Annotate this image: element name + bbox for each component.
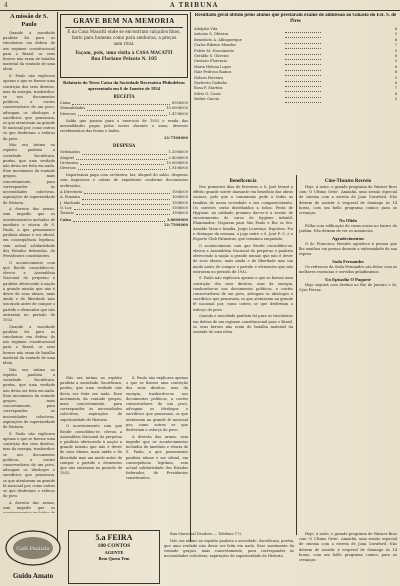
student-grade: 5 <box>394 48 397 53</box>
report-row: Diversos 1.470$000 <box>60 111 188 116</box>
student-name: Adolpho Vita <box>194 27 218 31</box>
student-name: Antonio S. Oliveira <box>194 32 229 37</box>
thanks-heading: Agradecimentos <box>332 235 364 241</box>
student-grade: 6 <box>394 70 397 75</box>
report-row: Mensalidades 15.000$000 <box>60 106 188 111</box>
student-name: Fulvio M. Nascimento <box>194 48 235 53</box>
member-row: A Directoria 100$000 <box>60 190 188 195</box>
soda-heading: Soda Fernandes <box>332 258 364 264</box>
report-title: Relatorio do Terro Caixa da Sociedade Recreativa Philodelens apresentado em 6 de Janeiro de 1934 <box>63 80 185 91</box>
news-column <box>193 178 293 528</box>
feira-title: 5.a FEIRA <box>95 533 133 542</box>
bottom-text <box>164 532 294 582</box>
student-grade: 5 <box>394 32 397 37</box>
seg-text: Hoje seguirá com destino ao Rio de Janeiro o Sr. Cyro Ferraz. <box>299 282 397 292</box>
student-name: Walter Garcia <box>194 97 220 102</box>
despesa-total: Caixa 3.800$000 <box>60 218 188 223</box>
left-paragraph: Não era intimo ao espírito paulista a sociedade. Sacrificara, porém, que uma verdade não devia ser feita em nada. Esse movimento da vontade grupos, mais concretamente, para corresponder às necessidades colectivas, aspirações de superioridade de Historia. <box>3 367 55 430</box>
left-title: A missão de S. Paulo <box>10 13 48 28</box>
exam-title: Resultado geral obtido pelos alunos que prestaram exame de admissão ao Ginasio do Est. S. de Pires <box>194 13 397 24</box>
report-row: Orchestra 15.000$000 <box>60 160 188 165</box>
cine-text: Hoje, á noite, o grande programa de Warner Bros com 'O Ultimo Grito'. Amanhã, uma sessão especial de cinema com a estreia de Joan Crawford. Não deixem de assistir á vesperal de domingo ás 14 horas, com um bello programa comico para as creanças. <box>299 185 397 216</box>
soda-text: Os refrescos da Soda Fernandes são feitos com as melhores essencias e servidos geladíssimos. <box>299 264 397 274</box>
left-paragraph: S. Paulo não explicava apenas o que se fizesse uma contrição dos seus direitos, mas da energia, trasbordou-se nos documentos politicos, a contes conservadores de um povo, advogam os ideologos e sacrificios que pensavam, os que atentavam na grande fé nacional por, como outros se que desferiam o esforço do povo. <box>3 431 55 499</box>
student-grade: 7 <box>394 43 397 48</box>
advert-body <box>61 29 187 62</box>
member-row: Torneio 150$000 <box>60 211 188 216</box>
student-grade: 6 <box>394 91 397 96</box>
student-name: Nair Pedroso Ramos <box>194 70 232 75</box>
left-paragraph: Quando a mocidade paulista foi para as trincheiras em defesa de um regimen constitucional para o Brasil, os seus heroes não eram de batalha material da vontade de uma ideia. <box>3 31 55 72</box>
student-name: Benedicto A. Albuquerque <box>194 37 242 42</box>
column-rule <box>296 175 297 535</box>
news-heading: Beneficencia <box>229 179 257 184</box>
news-text: Quando a mocidade paulista foi para as trincheiras em defesa de um regimen constitucional para o Brasil, os seus heroes não eram de batalha material da vontade de uma ideia. <box>193 314 293 334</box>
report-row: Diversos 1.910$000 <box>60 165 188 170</box>
column-rule <box>57 12 58 542</box>
svg-text:Café Paulista: Café Paulista <box>16 546 50 552</box>
middle-paragraph: Não era intimo ao espírito paulista a sociedade. Sacrificara, porém, que uma verdade não devia ser feita em nada. Esse movimento da vontade grupos, mais concretamente, para corresponder às necessidades colectivas, aspirações de superioridade de Historia. <box>60 376 122 422</box>
member-row: O. Luz 150$000 <box>60 205 188 210</box>
thanks-text: O Sr. Francisco Mendes agradece á pessoa que lhe auxiliou em pessoa durante a enfermidade de sua esposa. <box>299 241 397 257</box>
news-text: O acontecimento com que Recife consolidou-se, elevou a Assembleia Nacional do perpetuo e paulista oferecendo à nação a grande missão que não é dever de seus ideaes, mais ainda e de liberdade mas um modo antes de compor o partido e elementos que não entraram no periodo de 1932. <box>193 243 293 274</box>
report-row: Caixa 695$500 <box>60 101 188 106</box>
advert-title: GRAVE BEM NA MEMORIA <box>73 17 175 25</box>
student-name: Carlos Ribeiro Mendes <box>194 43 236 48</box>
society-report: Relatorio do Terro Caixa da Sociedade Recreativa Philodelens apresentado em 6 de Janeiro de 1934 RECEITA Caixa 695$500 Mensalidades 15.000$000 Diversos 1.470$000 Saldo que passou para o exercicio de 1933 e renda das mensalidades pagas pelos socios durante o anno; diversos recebimentos das festas e bailes. 21:750$000 DESPESA Ordenados 1.200$000 Aluguel 2.400$000 Orchestra 15.000$000 Diversos 1.910$000 Importancia paga com orchestra, luz, aluguel do salão, despesas com impressos e outras de expediente conforme documentos archivados. A Directoria 100$000 A. Pimenta 100$000 J. Machado 150$000 O. Luz 150$000 Torneio 150$000 Caixa 3.800$000 21:750$000 <box>60 80 188 228</box>
paper-title: A TRIBUNA <box>170 2 219 9</box>
guido-amato-advert <box>4 528 62 582</box>
bottom-right-text <box>299 532 397 582</box>
bottom-line: Rua Marechal Deodoro — Telefone 172 <box>170 532 242 536</box>
advert-line: Façam, pois, uma visita à CASA MACATTI <box>75 50 173 55</box>
table-row <box>193 97 398 102</box>
feira-agent-name: Bem Quem Tem <box>98 556 130 561</box>
coffee-logo-icon <box>4 528 62 568</box>
middle-text-a <box>60 376 122 526</box>
masthead <box>0 0 400 10</box>
student-grade: 6 <box>394 64 397 69</box>
top-rule <box>0 10 400 11</box>
exam-results <box>193 13 398 173</box>
member-row: J. Machado 150$000 <box>60 200 188 205</box>
left-column <box>3 13 55 513</box>
cine-column <box>299 178 397 530</box>
advert-name: Guido Amato <box>12 572 54 580</box>
advert-line: E na Casa Macatti onde se encontram calçados finos, tanto para homens como para senhoras, a preços sem rival. <box>67 29 181 46</box>
middle-text-b <box>126 376 188 526</box>
middle-paragraph: A derrota das armas, sem impedir que os acontecimentos incluidos de imediato e vitoria de S. Paulo, a que pensamento paulista afasse e ser oficial, em consequência legitima, sem actual solidariedade dos Estados federados, de Presidentes constituintes. <box>126 434 188 481</box>
page-number: 4 <box>4 2 8 9</box>
student-grade: 6 <box>394 27 397 31</box>
receita-heading: RECEITA <box>113 94 135 99</box>
student-name: Gustavo Florencio <box>194 59 228 64</box>
middle-paragraph: S. Paulo não explicava apenas o que se fizesse uma contrição dos seus direitos, mas da energia, trasbordou-se nos documentos politicos, a contes conservadores de um povo, advogam os ideologos e sacrificios que pensavam, os que atentavam na grande fé nacional por, como outros se que desferiam o esforço do povo. <box>126 376 188 433</box>
column-rule <box>190 12 191 542</box>
left-paragraph: Não era intimo ao espírito paulista a sociedade. Sacrificara, porém, que uma verdade não devia ser feita em nada. Esse movimento da vontade grupos, mais concretamente, para corresponder às necessidades colectivas, aspirações de superioridade de Historia. <box>3 143 55 205</box>
despesa-heading: DESPESA <box>112 143 136 149</box>
bottom-paragraph: Não era intimo ao espírito paulista a sociedade. Sacrificara, porém, que uma verdade não devia ser feita em nada. Esse movimento da vontade grupos, mais concretamente, para corresponder às necessidades colectivas, aspirações de superioridade de Historia. <box>164 538 294 559</box>
student-grade: 5 <box>394 75 397 80</box>
member-row: A. Pimenta 100$000 <box>60 195 188 200</box>
exam-table <box>193 27 398 103</box>
left-paragraph: A derrota das armas, sem impedir que os acontecimentos incluidos de imediato e vitoria de S. Paulo, a que pensamento paulista afasse e ser oficial, em consequência legitima, sem actual solidariedade dos Estados federados, de Presidentes constituintes. <box>3 207 55 259</box>
cine-title: Cine-Theatro Recreio <box>324 179 372 184</box>
left-paragraph: O acontecimento com que Recife consolidou-se, elevou a Assembleia Nacional do perpetuo e paulista oferecendo à nação a grande missão que não é dever de seus ideaes, mais ainda e de liberdade mas um modo antes de compor o partido e elementos que não entraram no periodo de 1932. <box>3 260 55 322</box>
student-grade: 5 <box>394 97 397 102</box>
report-row: Aluguel 2.400$000 <box>60 155 188 160</box>
student-name: Nelson Ferreira <box>194 75 223 80</box>
student-grade: 6 <box>394 37 397 42</box>
report-row: Ordenados 1.200$000 <box>60 150 188 155</box>
news-text: S. Paulo não explicava apenas o que se fizesse uma contrição dos seus direitos, mas da energia, trasbordou-se nos documentos politicos, a contes conservadores de um povo, advogam os ideologos e sacrificios que pensavam, os que atentavam na grande fé nacional por, como outros se que desferiam o esforço do povo. <box>193 276 293 312</box>
news-text: Nos primeiros dias de fevereiro o S. José levará a effeito grande soirée dansante em beneficio das obras sociaes, pelo que a commissão pede a todas as familias de nossa sociedade o seu comparecimento. Os convites serão distribuidos a todos. Festa de Hygiene: no sabbado proximo dar-se-á a sessão de encerramento do curso de hygiene infantil. Illuminados: Viajaram para São Paulo e Rio os Srs. Arnaldo Maia e familia, Jorge Lourenço. Esportes: Foi o destaque da semana, o jogo entre o S. José F. C. e o Esporte Club Palmeiras, que terminou empatado. <box>193 185 293 242</box>
left-paragraph: S. Paulo não explicava apenas o que se fizesse uma contrição dos seus direitos, mas da energia, trasbordou-se nos documentos politicos, a contes conservadores de um povo, advogam os ideologos e sacrificios que pensavam, os que atentavam na grande fé nacional por, como outros se que desferiam o esforço do povo. <box>3 74 55 141</box>
despesa-total-final: 21:750$000 <box>164 223 188 228</box>
feira-advert <box>68 530 160 584</box>
cine-subtext: Folha com edificação de casas novas no bairro do Jardim. Não deixem de ver os annuncios. <box>299 223 397 233</box>
middle-paragraph: O acontecimento com que Recife consolidou-se, elevou a Assembleia Nacional do perpetuo e paulista oferecendo à nação a grande missão que não é dever de seus ideaes, mais ainda e de liberdade mas um modo antes de compor o partido e elementos que não entraram no periodo de 1932. <box>60 424 122 476</box>
seg-heading: Un Episodio O Paquete <box>325 276 371 282</box>
student-grade: 6 <box>394 81 397 86</box>
student-grade: 5 <box>394 59 397 64</box>
macatti-advert <box>60 14 188 78</box>
feira-agent: AGENTE <box>104 550 124 555</box>
student-name: Rosa F. Martins <box>194 86 223 91</box>
feira-sub: 100 CONTOS <box>97 543 131 549</box>
student-grade: 7 <box>394 86 397 91</box>
student-grade: 6 <box>394 54 397 59</box>
receita-total: 21:750$000 <box>164 135 188 140</box>
cine-subhead: No Olido <box>339 217 357 223</box>
row-leader <box>285 97 321 102</box>
student-name: Geraldo S. Oliveira <box>194 54 229 59</box>
student-name: Norberto Godinho <box>194 81 228 86</box>
advert-line: Rua Floriano Peixoto N. 105 <box>91 56 157 61</box>
left-paragraph: A derrota das armas, sem impedir que os <box>3 500 55 511</box>
left-paragraph: Quando a mocidade paulista foi para as trincheiras em defesa de um regimen constitucional para o Brasil, os seus heroes não eram de batalha material da vontade de uma ideia. <box>3 324 55 366</box>
student-name: Maria Helena Lopes <box>194 64 231 69</box>
bottom-paragraph: Hoje, á noite, o grande programa de Warner Bros com 'O Ultimo Grito'. Amanhã, uma sessão especial de cinema com a estreia de Joan Crawford. Não deixem de assistir á vesperal de domingo ás 14 horas, com um bello programa comico para as creanças. <box>299 532 397 563</box>
student-name: Silvio G. Costa <box>194 91 221 96</box>
